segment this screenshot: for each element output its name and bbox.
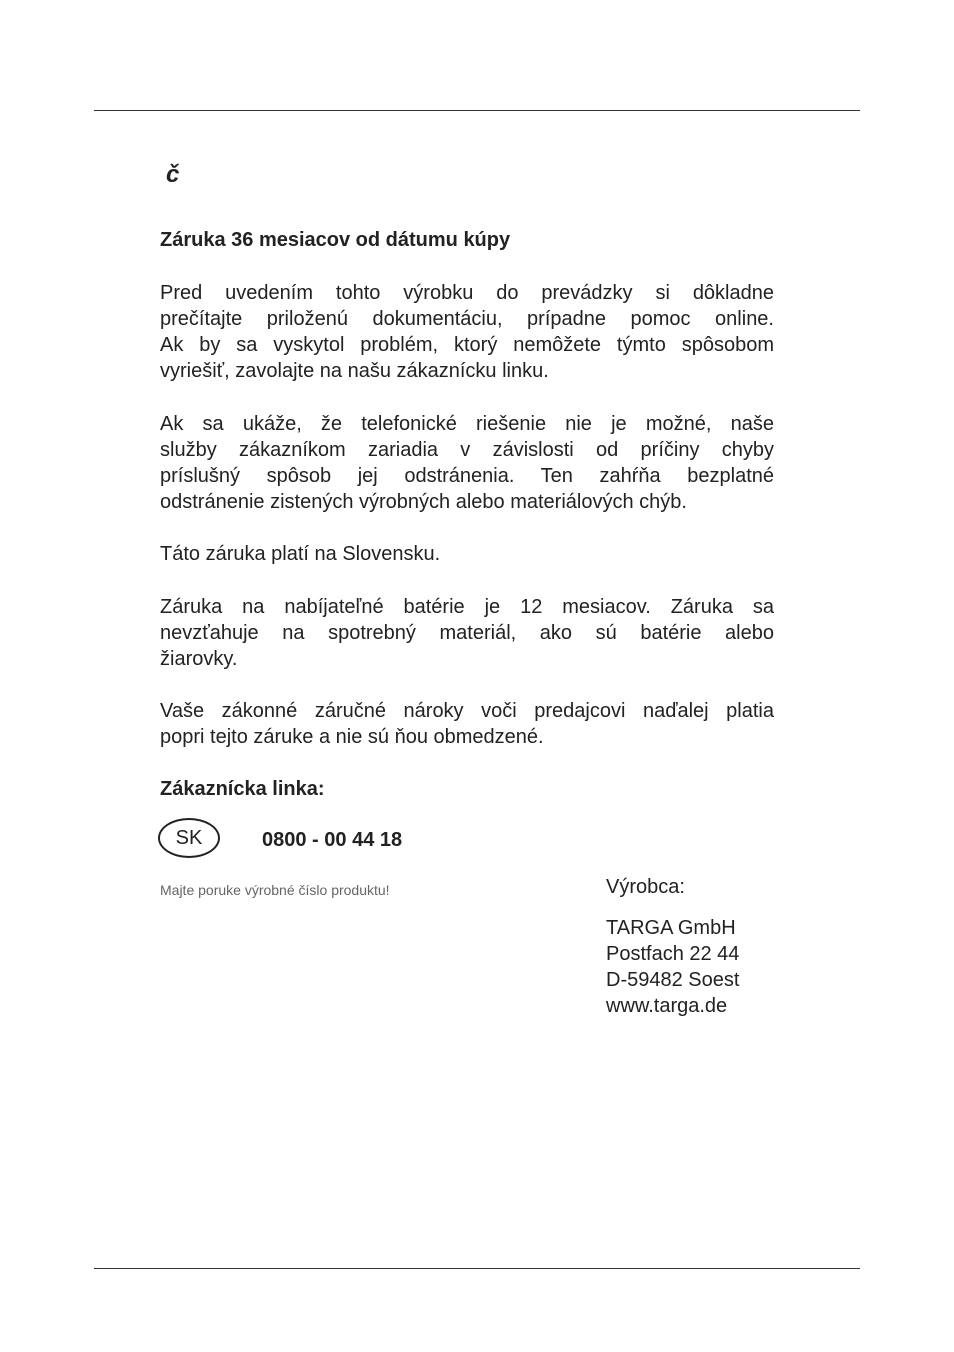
warranty-paragraph-2: [160, 411, 774, 515]
product-number-note: Majte poruke výrobné číslo produktu!: [160, 882, 390, 898]
manufacturer-address: [606, 915, 739, 1019]
paragraph-line: vyriešiť, zavolajte na našu zákaznícku linku.: [160, 360, 549, 382]
warranty-paragraph-1: [160, 280, 774, 384]
warranty-title: Záruka 36 mesiacov od dátumu kúpy: [160, 229, 511, 251]
paragraph-line: popri tejto záruke a nie sú ňou obmedzené.: [160, 726, 544, 748]
paragraph-line: Táto záruka platí na Slovensku.: [160, 543, 441, 565]
country-code-badge: SK: [158, 818, 220, 858]
manufacturer-label: Výrobca:: [606, 876, 685, 898]
hotline-heading: Zákaznícka linka:: [160, 778, 325, 800]
paragraph-line: Ak sa ukáže, že telefonické riešenie nie je možné, naše: [160, 413, 774, 435]
header-rule: [94, 110, 860, 111]
paragraph-line: príslušný spôsob jej odstránenia. Ten zahŕňa bezplatné: [160, 465, 774, 487]
paragraph-line: služby zákazníkom zariadia v závislosti od príčiny chyby: [160, 439, 774, 461]
warranty-paragraph-4: [160, 594, 774, 672]
paragraph-line: odstránenie zistených výrobných alebo materiálových chýb.: [160, 491, 687, 513]
language-letter: č: [166, 161, 180, 188]
paragraph-line: prečítajte priloženú dokumentáciu, prípadne pomoc online.: [160, 308, 774, 330]
paragraph-line: Ak by sa vyskytol problém, ktorý nemôžete týmto spôsobom: [160, 334, 774, 356]
footer-rule: [94, 1268, 860, 1269]
manufacturer-postbox: Postfach 22 44: [606, 943, 740, 965]
manufacturer-website: www.targa.de: [606, 995, 728, 1017]
paragraph-line: Vaše zákonné záručné nároky voči predajcovi naďalej platia: [160, 700, 774, 722]
paragraph-line: nevzťahuje na spotrebný materiál, ako sú batérie alebo: [160, 622, 774, 644]
paragraph-line: Záruka na nabíjateľné batérie je 12 mesiacov. Záruka sa: [160, 596, 774, 618]
manufacturer-name: TARGA GmbH: [606, 917, 736, 939]
hotline-phone-number: 0800 - 00 44 18: [262, 829, 403, 851]
paragraph-line: Pred uvedením tohto výrobku do prevádzky si dôkladne: [160, 282, 774, 304]
paragraph-line: žiarovky.: [160, 648, 238, 670]
warranty-paragraph-3: [160, 541, 774, 567]
manufacturer-city: D-59482 Soest: [606, 969, 740, 991]
warranty-paragraph-5: [160, 698, 774, 750]
